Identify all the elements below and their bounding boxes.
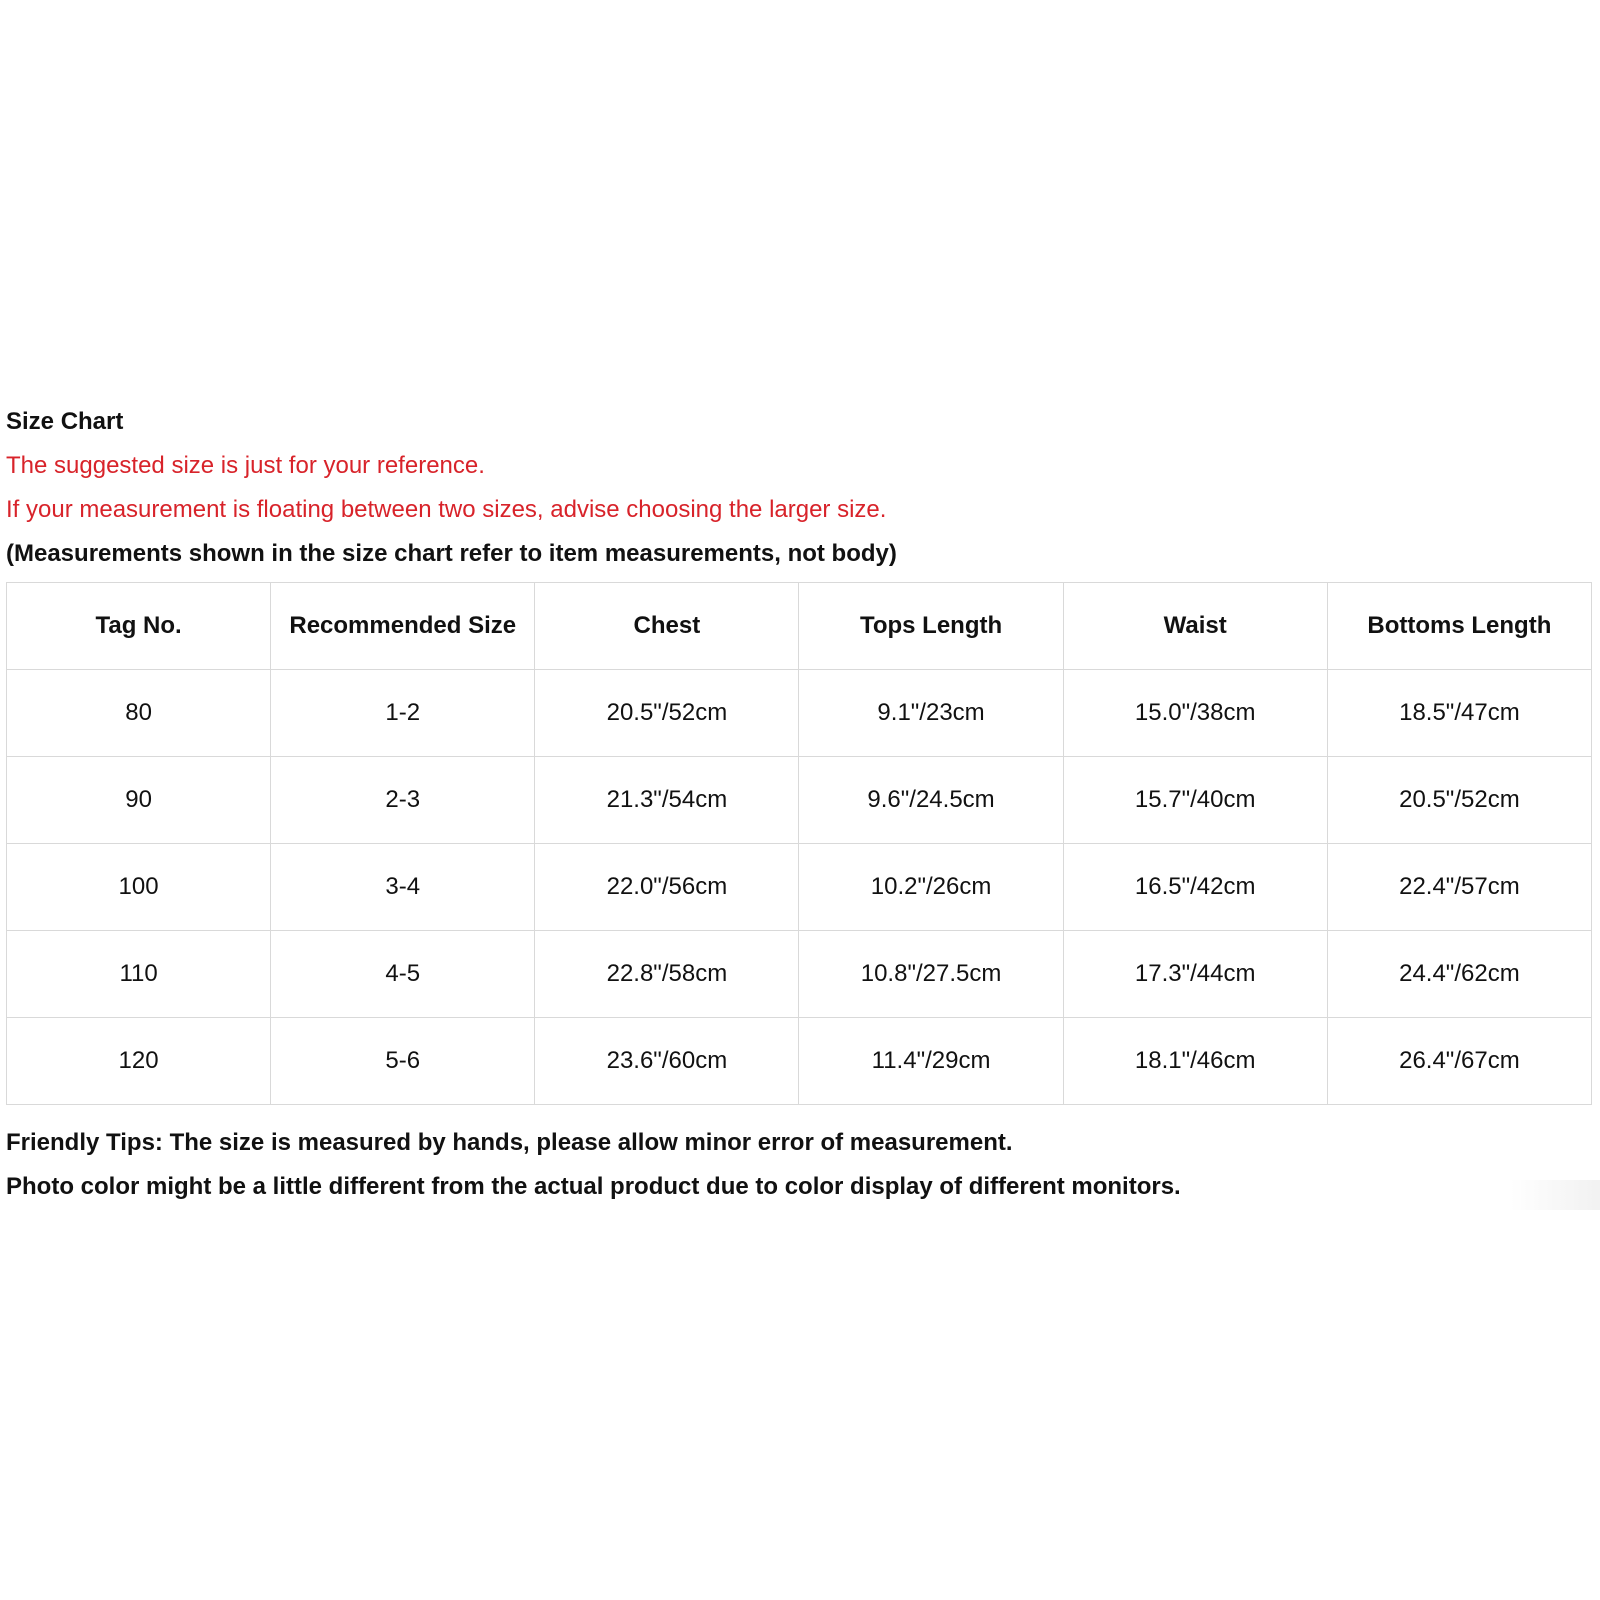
cell-tops-length: 9.1"/23cm — [799, 670, 1063, 757]
cell-bottoms-length: 20.5"/52cm — [1327, 757, 1591, 844]
table-row — [7, 757, 1592, 844]
cell-chest: 22.0"/56cm — [535, 844, 799, 931]
size-chart-title: Size Chart — [6, 408, 124, 435]
cell-bottoms-length: 22.4"/57cm — [1327, 844, 1591, 931]
cell-tag-no: 90 — [7, 757, 271, 844]
cell-tops-length: 11.4"/29cm — [799, 1018, 1063, 1105]
cell-chest: 23.6"/60cm — [535, 1018, 799, 1105]
cell-tag-no: 120 — [7, 1018, 271, 1105]
cell-chest: 22.8"/58cm — [535, 931, 799, 1018]
header-waist: Waist — [1063, 583, 1327, 670]
reference-note: The suggested size is just for your reference. — [6, 452, 485, 479]
cell-recommended-size: 5-6 — [271, 1018, 535, 1105]
table-row — [7, 1018, 1592, 1105]
cell-bottoms-length: 18.5"/47cm — [1327, 670, 1591, 757]
size-table — [6, 582, 1592, 1105]
header-chest: Chest — [535, 583, 799, 670]
cell-chest: 20.5"/52cm — [535, 670, 799, 757]
table-row — [7, 844, 1592, 931]
table-row — [7, 931, 1592, 1018]
cell-waist: 17.3"/44cm — [1063, 931, 1327, 1018]
table-row — [7, 670, 1592, 757]
cell-recommended-size: 1-2 — [271, 670, 535, 757]
cell-tops-length: 10.2"/26cm — [799, 844, 1063, 931]
header-recommended-size: Recommended Size — [271, 583, 535, 670]
cell-waist: 16.5"/42cm — [1063, 844, 1327, 931]
cell-recommended-size: 2-3 — [271, 757, 535, 844]
tip-measurement-error: Friendly Tips: The size is measured by hands, please allow minor error of measurement. — [6, 1129, 1013, 1156]
cell-waist: 18.1"/46cm — [1063, 1018, 1327, 1105]
cell-tag-no: 100 — [7, 844, 271, 931]
cell-waist: 15.0"/38cm — [1063, 670, 1327, 757]
table-header-row — [7, 583, 1592, 670]
cell-recommended-size: 4-5 — [271, 931, 535, 1018]
cell-tops-length: 10.8"/27.5cm — [799, 931, 1063, 1018]
larger-size-note: If your measurement is floating between two sizes, advise choosing the larger size. — [6, 496, 887, 523]
cell-chest: 21.3"/54cm — [535, 757, 799, 844]
cell-tops-length: 9.6"/24.5cm — [799, 757, 1063, 844]
tip-photo-color: Photo color might be a little different from the actual product due to color display of different monitors. — [6, 1173, 1181, 1200]
header-bottoms-length: Bottoms Length — [1327, 583, 1591, 670]
friendly-tips — [6, 1121, 1594, 1209]
cell-tag-no: 80 — [7, 670, 271, 757]
header-tag-no: Tag No. — [7, 583, 271, 670]
size-chart-section — [6, 400, 1594, 1209]
cell-tag-no: 110 — [7, 931, 271, 1018]
cell-bottoms-length: 26.4"/67cm — [1327, 1018, 1591, 1105]
measurement-note: (Measurements shown in the size chart refer to item measurements, not body) — [6, 540, 897, 567]
cell-bottoms-length: 24.4"/62cm — [1327, 931, 1591, 1018]
corner-shade-decoration — [1510, 1180, 1600, 1210]
cell-waist: 15.7"/40cm — [1063, 757, 1327, 844]
header-tops-length: Tops Length — [799, 583, 1063, 670]
cell-recommended-size: 3-4 — [271, 844, 535, 931]
